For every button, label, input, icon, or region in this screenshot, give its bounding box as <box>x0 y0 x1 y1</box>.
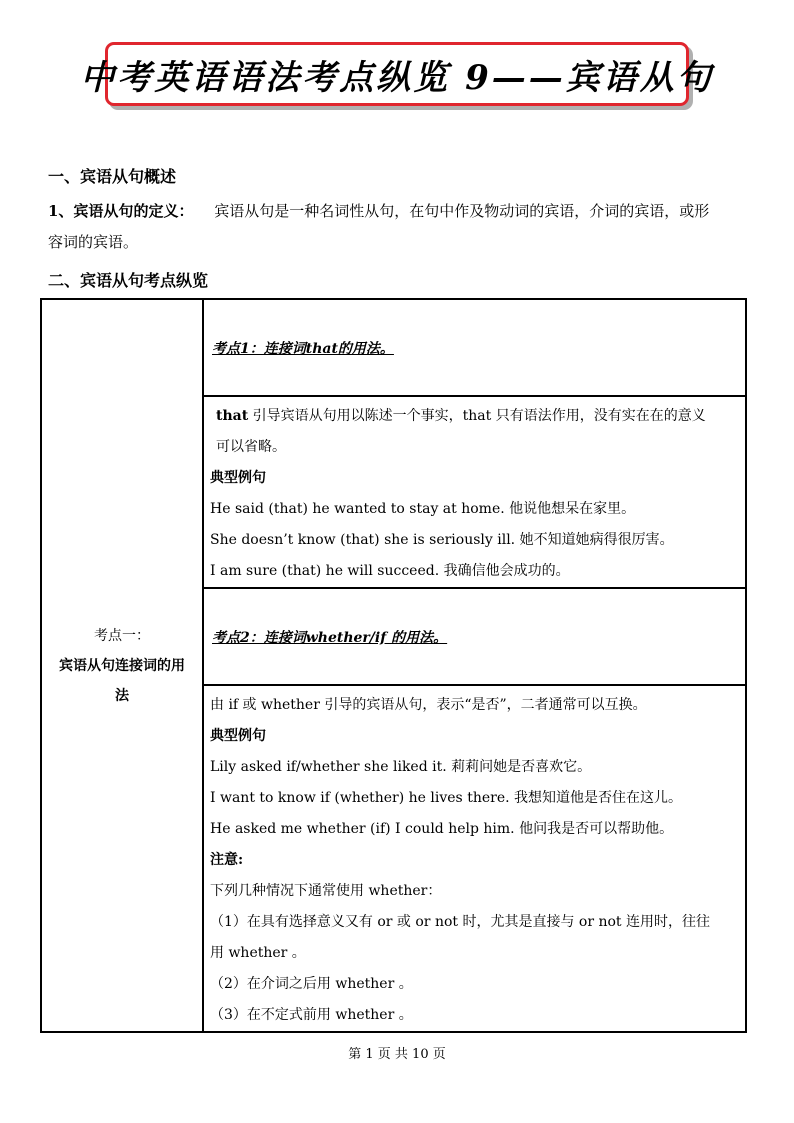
point2-heading-cell <box>203 588 746 685</box>
point1-example: I am sure (that) he will succeed. 我确信他会成功的。 <box>210 563 570 579</box>
point1-examples-label: 典型例句 <box>210 470 266 486</box>
point-category-sub2: 法 <box>115 687 129 704</box>
point1-content-cell <box>203 396 746 588</box>
point2-content-cell <box>203 685 746 1032</box>
point1-desc-word: that <box>216 408 249 424</box>
page-footer: 第 1 页 共 10 页 <box>348 1047 446 1062</box>
point2-heading: 考点2：连接词whether/if 的用法。 <box>212 630 448 646</box>
title-box <box>80 42 714 106</box>
point2-note2: （2）在介词之后用 whether 。 <box>210 976 413 992</box>
point2-note1-cont: 用 whether 。 <box>210 945 306 961</box>
point1-example: He said (that) he wanted to stay at home. 他说他想呆在家里。 <box>210 501 636 517</box>
point1-heading: 考点1：连接词that的用法。 <box>212 341 394 357</box>
point1-desc: 引导宾语从句用以陈述一个事实，that 只有语法作用，没有实在在的意义 <box>252 408 706 424</box>
point-category-cell <box>41 299 203 1032</box>
point1-example: She doesn’t know (that) she is seriously ill. 她不知道她病得很厉害。 <box>210 532 674 548</box>
point-category-title: 考点一： <box>94 627 150 644</box>
definition-paragraph <box>48 196 758 258</box>
point-category-sub1: 宾语从句连接词的用 <box>59 657 185 674</box>
section2-heading: 二、宾语从句考点纵览 <box>48 271 209 290</box>
page-title: 中考英语语法考点纵览 9——宾语从句 <box>80 57 714 98</box>
definition-text-cont: 容词的宾语。 <box>48 233 139 251</box>
point2-example: I want to know if (whether) he lives there. 我想知道他是否住在这儿。 <box>210 790 683 806</box>
section1-heading: 一、宾语从句概述 <box>48 167 177 186</box>
point2-note-label: 注意: <box>210 852 244 868</box>
definition-text: 宾语从句是一种名词性从句，在句中作及物动词的宾语，介词的宾语，或形 <box>214 202 710 220</box>
point2-desc: 由 if 或 whether 引导的宾语从句，表示“是否”，二者通常可以互换。 <box>210 697 647 713</box>
point2-example: He asked me whether (if) I could help him. 他问我是否可以帮助他。 <box>210 821 674 837</box>
point2-example: Lily asked if/whether she liked it. 莉莉问她是否喜欢它。 <box>210 759 592 775</box>
definition-label: 1、宾语从句的定义： <box>48 202 194 220</box>
point2-note-intro: 下列几种情况下通常使用 whether： <box>210 883 442 899</box>
point1-desc-cont: 可以省略。 <box>216 439 286 455</box>
point2-note3: （3）在不定式前用 whether 。 <box>210 1007 413 1023</box>
point2-examples-label: 典型例句 <box>210 728 266 744</box>
point1-heading-cell <box>203 299 746 396</box>
grammar-table <box>40 298 747 1033</box>
point2-note1: （1）在具有选择意义又有 or 或 or not 时，尤其是直接与 or not 连用时，往往 <box>210 914 711 930</box>
